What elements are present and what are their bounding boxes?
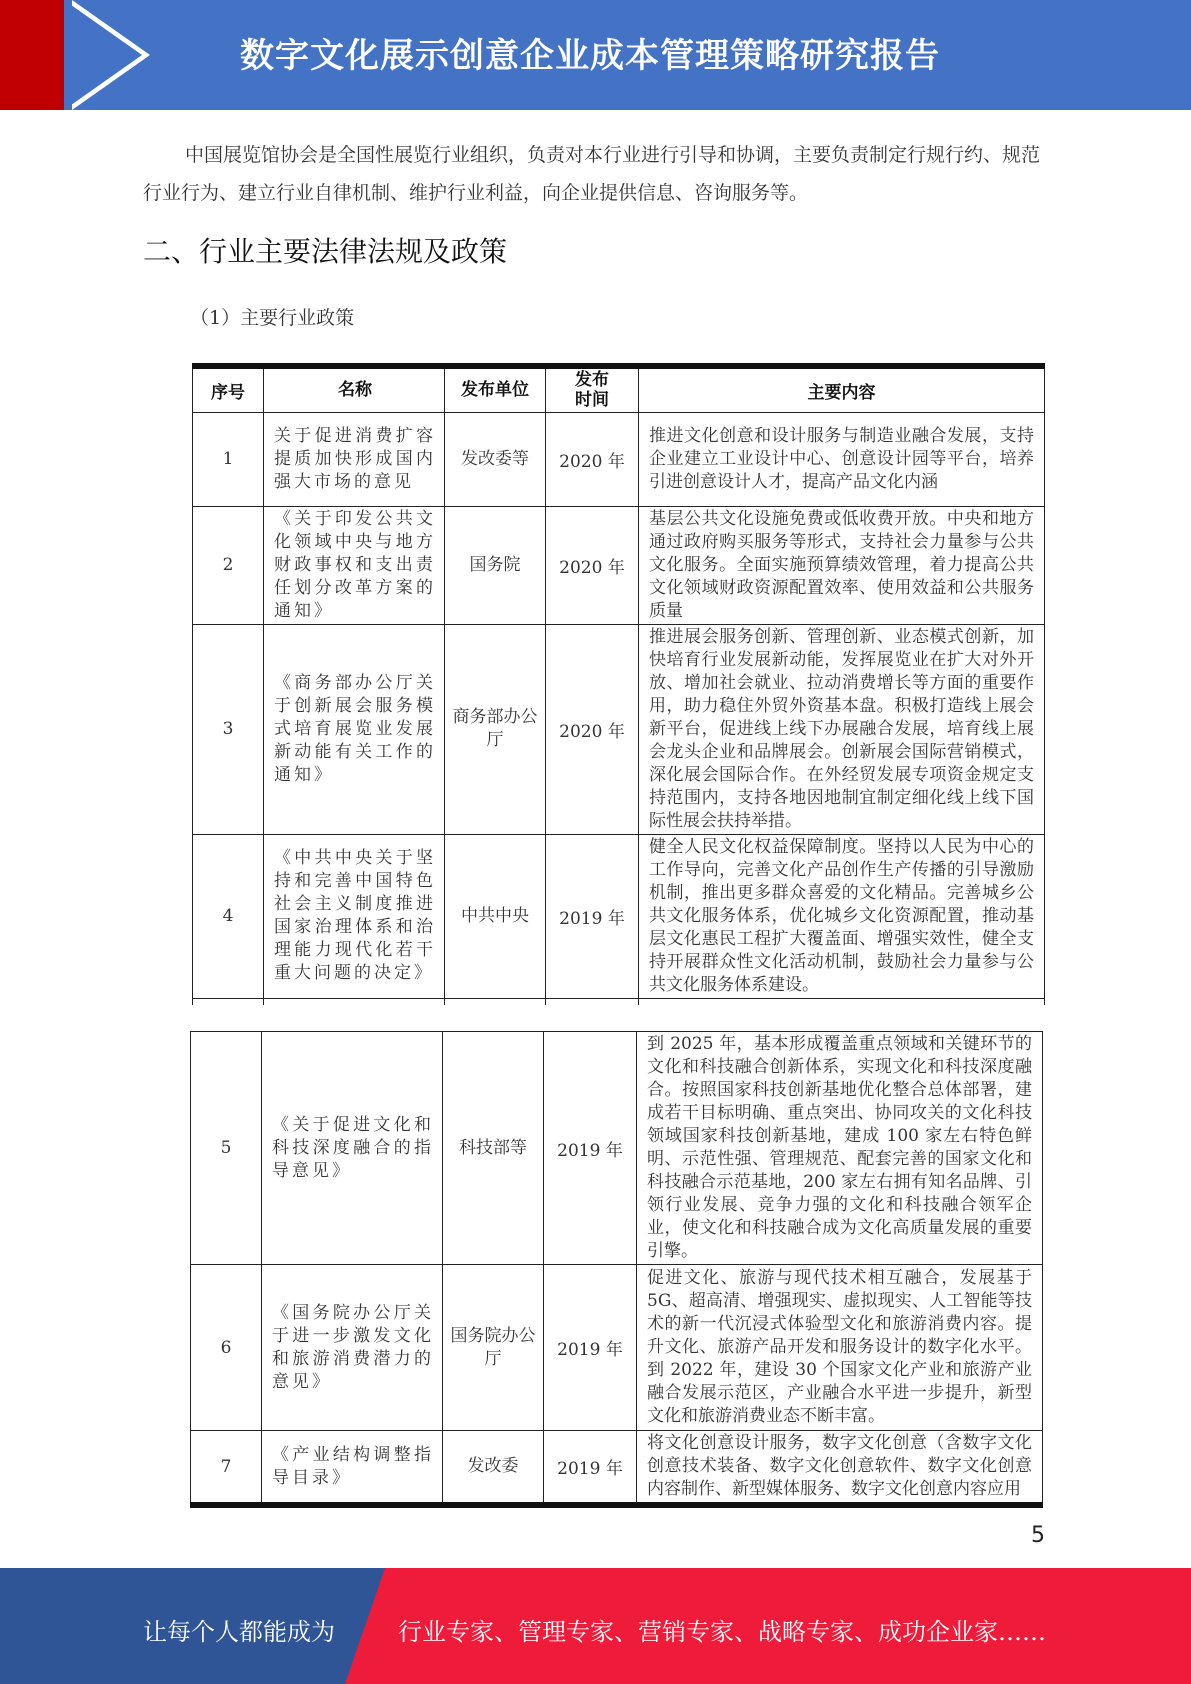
row-content: 健全人民文化权益保障制度。坚持以人民为中心的工作导向，完善文化产品创作生产传播的引导激励机制，推出更多群众喜爱的文化精品。完善城乡公共文化服务体系，优化城乡文化资源配置，推动基层文化惠民工程扩大覆盖面、增强实效性，健全支持开展群众性文化活动机制，鼓励社会力量参与公共文化服务体系建设。	[639, 834, 1045, 998]
table-row	[193, 412, 1045, 506]
row-date: 2020 年	[546, 624, 639, 834]
row-content: 将文化创意设计服务，数字文化创意（含数字文化创意技术装备、数字文化创意软件、数字文化创意内容制作、新型媒体服务、数字文化创意内容应用	[637, 1431, 1043, 1506]
table-header-row	[193, 366, 1045, 412]
header-date	[546, 366, 639, 412]
row-content: 基层公共文化设施免费或低收费开放。中央和地方通过政府购买服务等形式，支持社会力量参与公共文化服务。全面实施预算绩效管理，着力提高公共文化领域财政资源配置效率、使用效益和公共服务质量	[639, 506, 1045, 624]
row-content: 推进展会服务创新、管理创新、业态模式创新，加快培育行业发展新动能，发挥展览业在扩大对外开放、增加社会就业、拉动消费增长等方面的重要作用，助力稳住外贸外资基本盘。积极打造线上展会新平台，促进线上线下办展融合发展，培育线上展会龙头企业和品牌展会。创新展会国际营销模式，深化展会国际合作。在外经贸发展专项资金规定支持范围内，支持各地因地制宜制定细化线上线下国际性展会扶持举措。	[639, 624, 1045, 834]
row-no: 4	[193, 834, 264, 998]
table-cut-row	[193, 998, 1045, 1005]
row-no: 3	[193, 624, 264, 834]
table-row	[191, 1431, 1043, 1506]
row-name: 《商务部办公厅关于创新展会服务模式培育展览业发展新动能有关工作的通知》	[264, 624, 445, 834]
header-red-block	[0, 0, 64, 110]
row-org: 发改委	[443, 1431, 544, 1506]
cut-cell	[193, 998, 264, 1005]
row-org: 发改委等	[445, 412, 546, 506]
header-org: 发布单位	[445, 366, 546, 412]
policy-table-part1	[192, 363, 1045, 1005]
row-no: 5	[191, 1032, 262, 1265]
policy-table-part2	[190, 1031, 1043, 1508]
row-org: 中共中央	[445, 834, 546, 998]
row-no: 1	[193, 412, 264, 506]
row-name: 《产业结构调整指导目录》	[262, 1431, 443, 1506]
row-org: 科技部等	[443, 1032, 544, 1265]
row-date: 2019 年	[546, 834, 639, 998]
section-title: 二、行业主要法律法规及政策	[143, 235, 508, 268]
row-name: 《中共中央关于坚持和完善中国特色社会主义制度推进国家治理体系和治理能力现代化若干重大问题的决定》	[264, 834, 445, 998]
cut-cell	[639, 998, 1045, 1005]
cut-cell	[546, 998, 639, 1005]
row-name: 《国务院办公厅关于进一步激发文化和旅游消费潜力的意见》	[262, 1265, 443, 1431]
footer-slogan-right: 行业专家、管理专家、营销专家、战略专家、成功企业家……	[398, 1618, 1046, 1646]
row-date: 2020 年	[546, 506, 639, 624]
row-no: 2	[193, 506, 264, 624]
subsection-title: （1）主要行业政策	[190, 307, 355, 329]
row-date: 2019 年	[544, 1265, 637, 1431]
table-row	[193, 834, 1045, 998]
table-row	[191, 1265, 1043, 1431]
row-date: 2020 年	[546, 412, 639, 506]
header-banner	[0, 0, 1191, 110]
row-content: 促进文化、旅游与现代技术相互融合，发展基于 5G、超高清、增强现实、虚拟现实、人工智能等技术的新一代沉浸式体验型文化和旅游消费内容。提升文化、旅游产品开发和服务设计的数字化水平。到 2022 年，建设 30 个国家文化产业和旅游产业融合发展示范区，产业融合水平进一步提升，新型文化和旅游消费业态不断丰富。	[637, 1265, 1043, 1431]
table-row	[193, 506, 1045, 624]
row-date: 2019 年	[544, 1032, 637, 1265]
cut-cell	[264, 998, 445, 1005]
row-name: 《关于印发公共文化领域中央与地方财政事权和支出责任划分改革方案的通知》	[264, 506, 445, 624]
row-no: 7	[191, 1431, 262, 1506]
header-no: 序号	[193, 366, 264, 412]
row-content: 推进文化创意和设计服务与制造业融合发展，支持企业建立工业设计中心、创意设计园等平台，培养引进创意设计人才，提高产品文化内涵	[639, 412, 1045, 506]
row-content: 到 2025 年，基本形成覆盖重点领域和关键环节的文化和科技融合创新体系，实现文化和科技深度融合。按照国家科技创新基地优化整合总体部署，建成若干目标明确、重点突出、协同攻关的文化科技领域国家科技创新基地，建成 100 家左右特色鲜明、示范性强、管理规范、配套完善的国家文化和科技融合示范基地，200 家左右拥有知名品牌、引领行业发展、竞争力强的文化和科技融合领军企业，使文化和科技融合成为文化高质量发展的重要引擎。	[637, 1032, 1043, 1265]
header-content: 主要内容	[639, 366, 1045, 412]
row-name: 关于促进消费扩容提质加快形成国内强大市场的意见	[264, 412, 445, 506]
row-name: 《关于促进文化和科技深度融合的指导意见》	[262, 1032, 443, 1265]
page-number: 5	[1031, 1523, 1045, 1548]
header-name: 名称	[264, 366, 445, 412]
table-row	[191, 1032, 1043, 1265]
table-row	[193, 624, 1045, 834]
row-date: 2019 年	[544, 1431, 637, 1506]
header-date-label: 发布时间	[575, 370, 609, 411]
chevron-inner-decoration	[64, 0, 142, 110]
report-title: 数字文化展示创意企业成本管理策略研究报告	[240, 36, 940, 76]
cut-cell	[445, 998, 546, 1005]
footer-slogan-left: 让每个人都能成为	[143, 1618, 335, 1646]
row-org: 商务部办公厅	[445, 624, 546, 834]
intro-paragraph: 中国展览馆协会是全国性展览行业组织，负责对本行业进行引导和协调，主要负责制定行规行约、规范行业行为、建立行业自律机制、维护行业利益，向企业提供信息、咨询服务等。	[143, 144, 1041, 204]
row-org: 国务院办公厅	[443, 1265, 544, 1431]
row-no: 6	[191, 1265, 262, 1431]
row-org: 国务院	[445, 506, 546, 624]
